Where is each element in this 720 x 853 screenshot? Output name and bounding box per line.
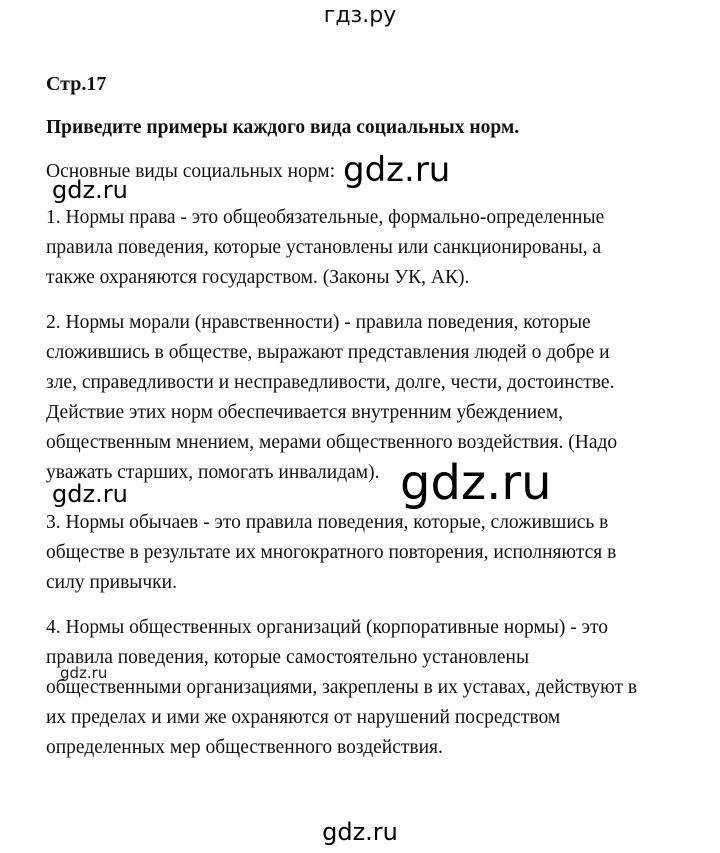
paragraph-line: общественными организациями, закреплены в их уставах, действуют в bbox=[46, 677, 638, 698]
paragraph-line: обществе в результате их многократного повторения, исполняются в bbox=[46, 542, 617, 563]
paragraph-line: Действие этих норм обеспечивается внутренним убеждением, bbox=[46, 402, 564, 423]
watermark: gdz.ru bbox=[343, 150, 451, 190]
paragraph-line: правила поведения, которые самостоятельно установлены bbox=[46, 647, 530, 668]
question-heading: Приведите примеры каждого вида социальных норм. bbox=[46, 117, 520, 138]
watermark: gdz.ru bbox=[60, 664, 108, 682]
paragraph-line: силу привычки. bbox=[46, 572, 177, 593]
paragraph-line: также охраняются государством. (Законы УК, АК). bbox=[46, 267, 470, 288]
watermark: gdz.ru bbox=[400, 455, 552, 511]
paragraph-line: уважать старших, помогать инвалидам). bbox=[46, 462, 380, 483]
watermark: gdz.ru bbox=[52, 176, 128, 204]
paragraph-3 bbox=[46, 508, 686, 598]
paragraph-line: сложившись в обществе, выражают представления людей о добре и bbox=[46, 342, 610, 363]
intro-text: Основные виды социальных норм: bbox=[46, 161, 336, 182]
page-label: Стр.17 bbox=[46, 73, 107, 95]
paragraph-2 bbox=[46, 308, 686, 488]
footer-watermark: gdz.ru bbox=[322, 818, 398, 846]
paragraph-line: общественным мнением, мерами общественного воздействия. (Надо bbox=[46, 432, 618, 453]
paragraph-4 bbox=[46, 613, 686, 763]
paragraph-line: 2. Нормы морали (нравственности) - правила поведения, которые bbox=[46, 312, 591, 333]
paragraph-line: их пределах и ими же охраняются от нарушений посредством bbox=[46, 707, 561, 728]
paragraph-line: зле, справедливости и несправедливости, долге, чести, достоинстве. bbox=[46, 372, 615, 393]
paragraph-1 bbox=[46, 203, 686, 293]
watermark: gdz.ru bbox=[52, 480, 128, 508]
paragraph-line: 4. Нормы общественных организаций (корпоративные нормы) - это bbox=[46, 617, 609, 638]
site-header-title: гдз.ру bbox=[323, 3, 397, 28]
paragraph-line: определенных мер общественного воздействия. bbox=[46, 737, 443, 758]
paragraph-line: 1. Нормы права - это общеобязательные, формально-определенные bbox=[46, 207, 605, 228]
paragraph-line: 3. Нормы обычаев - это правила поведения, которые, сложившись в bbox=[46, 512, 609, 533]
paragraph-line: правила поведения, которые установлены или санкционированы, а bbox=[46, 237, 602, 258]
